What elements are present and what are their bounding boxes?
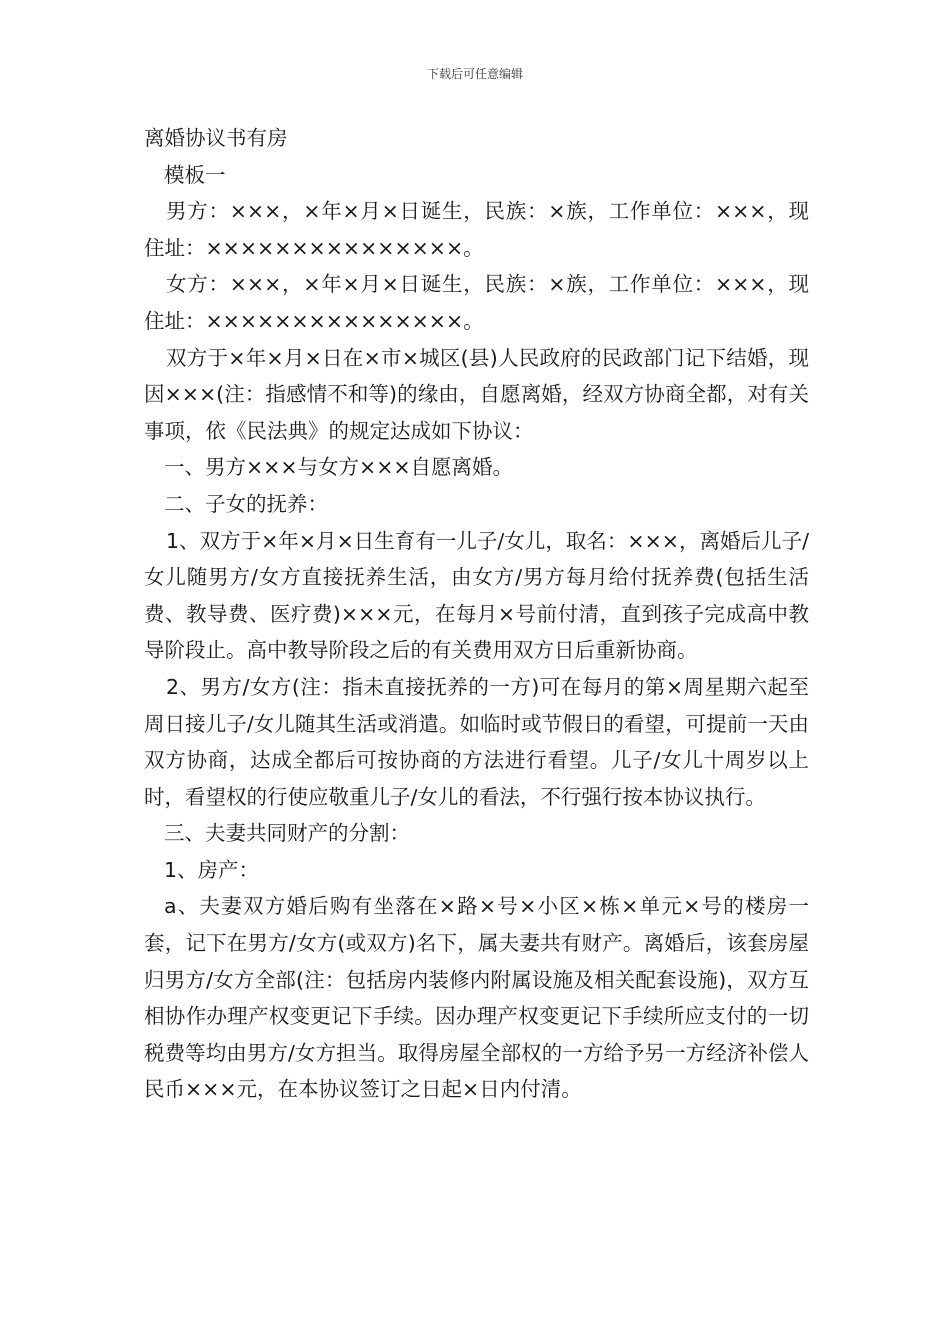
paragraph-clause-2-2: 2、男方/女方(注：指未直接抚养的一方)可在每月的第×周星期六起至周日接儿子/女儿随其生活或消遣。如临时或节假日的看望，可提前一天由双方协商，达成全都后可按协商的方法进行看望。儿子/女儿十周岁以上时，看望权的行使应敬重儿子/女儿的看法，不行强行按本协议执行。	[144, 674, 809, 809]
document-body	[144, 120, 809, 1108]
paragraph-preamble: 双方于×年×月×日在×市×城区(县)人民政府的民政部门记下结婚，现因×××(注：指感情不和等)的缘由，自愿离婚，经双方协商全都，对有关事项，依《民法典》的规定达成如下协议：	[144, 345, 809, 443]
paragraph-husband-info: 男方：×××，×年×月×日诞生，民族：×族，工作单位：×××，现住址：×××××××××××××××。	[144, 199, 809, 260]
paragraph-clause-2-1: 1、双方于×年×月×日生育有一儿子/女儿，取名：×××，离婚后儿子/女儿随男方/女方直接抚养生活，由女方/男方每月给付抚养费(包括生活费、教导费、医疗费)×××元，在每月×号前付清，直到孩子完成高中教导阶段止。高中教导阶段之后的有关费用双方日后重新协商。	[144, 528, 809, 663]
page-header: 下载后可任意编辑	[426, 67, 523, 81]
document-title: 离婚协议书有房	[144, 126, 288, 150]
paragraph-wife-info: 女方：×××，×年×月×日诞生，民族：×族，工作单位：×××，现住址：×××××××××××××××。	[144, 272, 809, 333]
paragraph-clause-2-heading: 二、子女的抚养：	[164, 491, 328, 516]
paragraph-clause-1: 一、男方×××与女方×××自愿离婚。	[164, 455, 514, 480]
paragraph-clause-3-1-a: a、夫妻双方婚后购有坐落在×路×号×小区×栋×单元×号的楼房一套，记下在男方/女方(或双方)名下，属夫妻共有财产。离婚后，该套房屋归男方/女方全部(注：包括房内装修内附属设施及相关配套设施)，双方互相协作办理产权变更记下手续。因办理产权变更记下手续所应支付的一切税费等均由男方/女方担当。取得房屋全部权的一方给予另一方经济补偿人民币×××元，在本协议签订之日起×日内付清。	[144, 894, 809, 1102]
paragraph-clause-3-heading: 三、夫妻共同财产的分割：	[164, 821, 410, 846]
paragraph-template-label: 模板一	[164, 162, 226, 187]
paragraph-clause-3-1: 1、房产：	[164, 857, 260, 882]
